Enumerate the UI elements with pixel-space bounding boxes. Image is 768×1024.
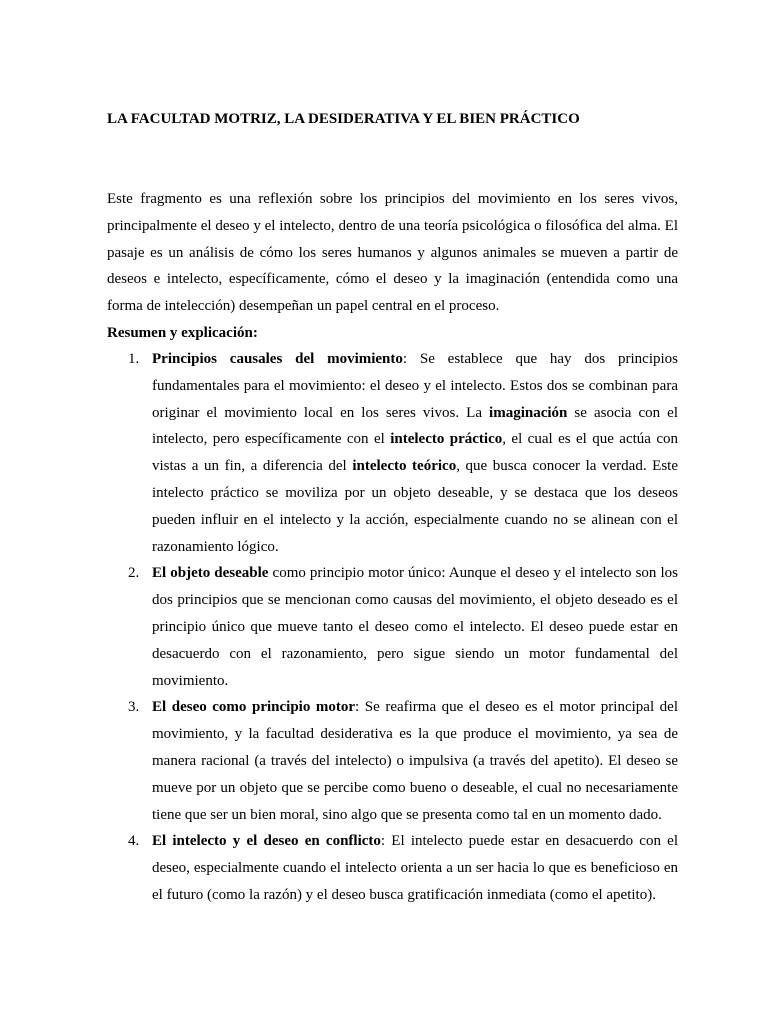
list-item-1 <box>107 346 678 560</box>
item-term: imaginación <box>489 404 568 421</box>
item-text: se asocia con el intelecto, pero específicamente con el <box>152 404 678 448</box>
list-item-2 <box>107 560 678 694</box>
intro-paragraph: Este fragmento es una reflexión sobre los principios del movimiento en los seres vivos, principalmente el deseo y el intelecto, dentro de una teoría psicológica o filosófica del alma. El pasaje es un análisis de cómo los seres humanos y algunos animales se mueven a partir de deseos e intelecto, específicamente, cómo el deseo y la imaginación (entendida como una forma de intelección) desempeñan un papel central en el proceso. <box>107 191 678 315</box>
item-text: como principio motor único: Aunque el deseo y el intelecto son los dos principios que se mencionan como causas del movimiento, el objeto deseado es el principio único que mueve tanto el deseo como el intelecto. El deseo puede estar en desacuerdo con el razonamiento, pero sigue siendo un motor fundamental del movimiento. <box>152 565 678 689</box>
item-term: intelecto práctico <box>390 431 503 448</box>
list-number: 4. <box>128 833 140 850</box>
list-number: 1. <box>128 351 140 367</box>
item-text: , el cual es el que actúa con vistas a un fin, a diferencia del <box>152 431 679 475</box>
item-text: : Se reafirma que el deseo es el motor principal del movimiento, y la facultad desiderativa es la que produce el movimiento, ya sea de manera racional (a través del intelecto) o impulsiva (a través del apetito). El deseo se mueve por un objeto que se percibe como bueno o deseable, el cual no necesariamente tiene que ser un bien moral, sino algo que se presenta como tal en un momento dado. <box>152 699 678 823</box>
item-text: : Se establece que hay dos principios fundamentales para el movimiento: el deseo y el intelecto. Estos dos se combinan para originar el movimiento local en los seres vivos. La <box>152 351 678 421</box>
list-number: 3. <box>128 699 140 716</box>
item-term: El intelecto y el deseo en conflicto <box>152 833 381 850</box>
item-term: Principios causales del movimiento <box>152 351 403 367</box>
list-item-4 <box>107 828 678 908</box>
section-heading: Resumen y explicación: <box>107 325 258 341</box>
document-title: LA FACULTAD MOTRIZ, LA DESIDERATIVA Y EL BIEN PRÁCTICO <box>107 111 580 127</box>
item-text: : El intelecto puede estar en desacuerdo con el deseo, especialmente cuando el intelecto orienta a un ser hacia lo que es beneficioso en el futuro (como la razón) y el deseo busca gratificación inmediata (como el apetito). <box>152 833 678 903</box>
item-term: intelecto teórico <box>352 458 457 475</box>
item-term: El deseo como principio motor <box>152 699 356 716</box>
numbered-list <box>107 346 678 909</box>
item-text: , que busca conocer la verdad. Este intelecto práctico se moviliza por un objeto deseable, y se destaca que los deseos pueden influir en el intelecto y la acción, especialmente cuando no se alinean con el razonamiento lógico. <box>152 458 678 555</box>
list-number: 2. <box>128 565 140 582</box>
item-term: El objeto deseable <box>152 565 269 582</box>
list-item-3 <box>107 694 678 828</box>
